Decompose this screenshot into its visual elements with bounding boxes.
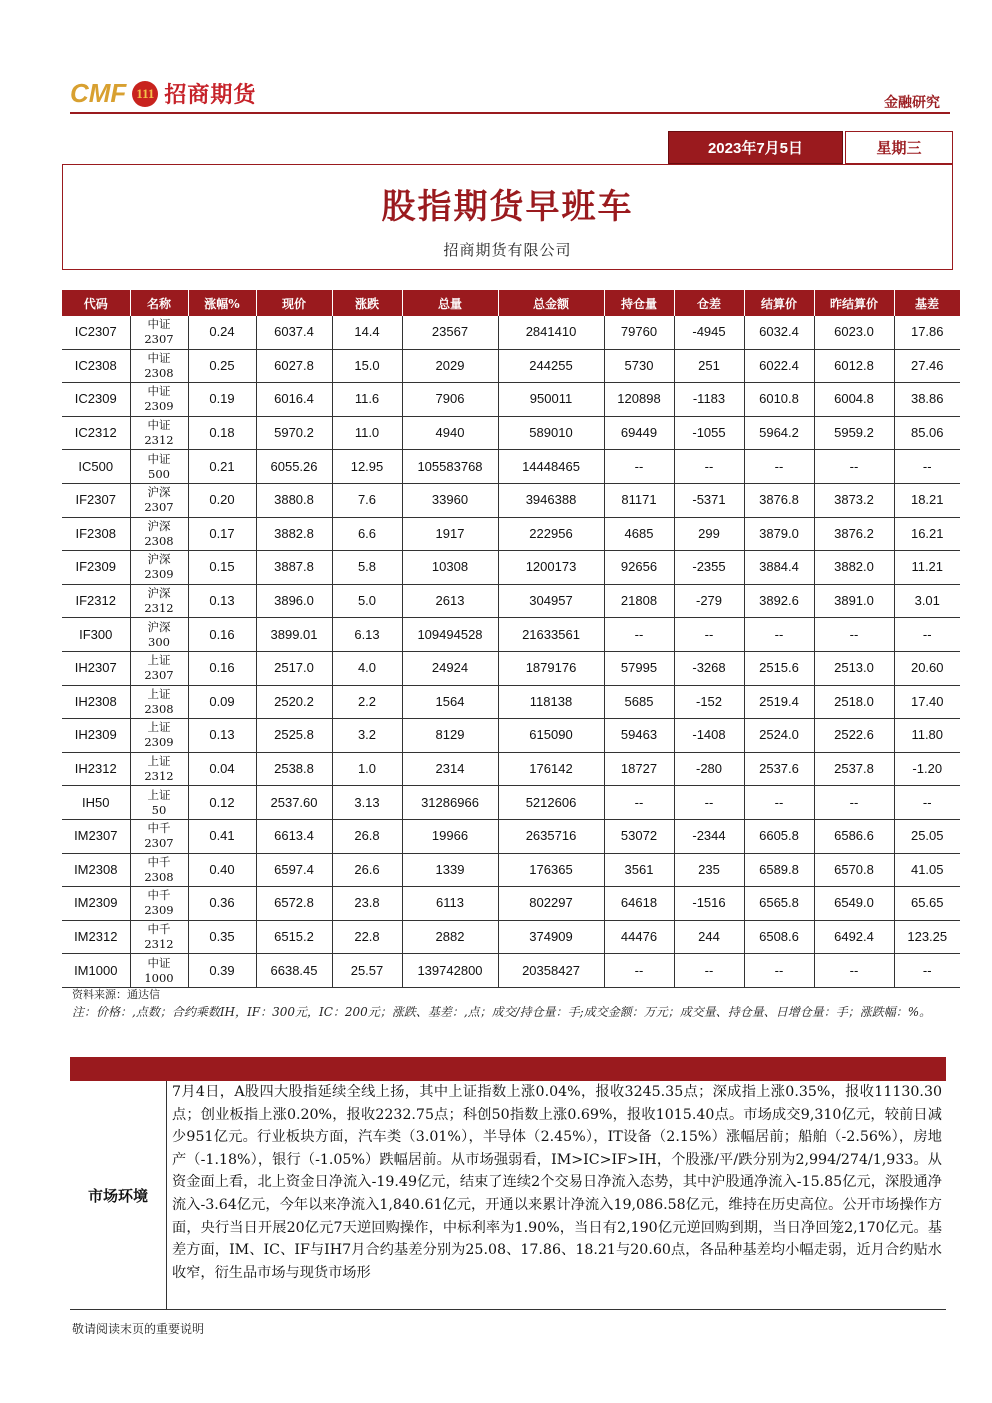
table-cell: 92656 (604, 551, 674, 585)
table-cell: 6508.6 (744, 920, 814, 954)
table-cell: 2517.0 (256, 651, 332, 685)
table-cell: 26.6 (332, 853, 402, 887)
table-cell: 24924 (402, 651, 498, 685)
table-cell: 2538.8 (256, 752, 332, 786)
contract-name-cell: 中证 2308 (130, 349, 188, 383)
table-cell: 59463 (604, 719, 674, 753)
table-cell: 2524.0 (744, 719, 814, 753)
table-row (62, 383, 960, 417)
table-cell: 0.15 (188, 551, 256, 585)
table-cell: 8129 (402, 719, 498, 753)
table-cell: 3880.8 (256, 483, 332, 517)
table-row (62, 349, 960, 383)
table-cell: 21808 (604, 584, 674, 618)
table-cell: IC2308 (62, 349, 130, 383)
table-cell: IF2312 (62, 584, 130, 618)
table-cell: 2537.60 (256, 786, 332, 820)
table-cell: 109494528 (402, 618, 498, 652)
table-row (62, 819, 960, 853)
table-cell: 3.13 (332, 786, 402, 820)
contract-name-cell: 上证 2307 (130, 651, 188, 685)
market-env-text: 7月4日，A股四大股指延续全线上扬，其中上证指数上涨0.04%，报收3245.35点；深成指上涨0.35%，报收11130.30点；创业板指上涨0.20%，报收2232.75点；科创50指数上涨0.69%，报收1015.40点。市场成交9,310亿元，较前日减少951亿元。行业板块方面，汽车类（3.01%），半导体（2.45%），IT设备（2.15%）涨幅居前；船舶（-2.56%），房地产（-1.18%），银行（-1.05%）跌幅居前。从市场强弱看，IM>IC>IF>IH，个股涨/平/跌分别为2,994/274/1,933。从资金面上看，北上资金日净流入-19.49亿元，结束了连续2个交易日净流入态势，其中沪股通净流入-15.85亿元，深股通净流入-3.64亿元，今年以来净流入1,840.61亿元，开通以来累计净流入19,086.58亿元，维持在历史高位。公开市场操作方面，央行当日开展20亿元7天逆回购操作，中标利率为1.90%，当日有2,190亿元逆回购到期，当日净回笼2,170亿元。基差方面，IM、IC、IF与IH7月合约基差分别为25.08、17.86、18.21与20.60点，各品种基差均小幅走弱，近月合约贴水收窄，衍生品市场与现货市场形 (172, 1084, 942, 1281)
table-cell: IM1000 (62, 954, 130, 988)
column-header: 代码 (62, 290, 130, 316)
contract-name-cell: 中证 2312 (130, 416, 188, 450)
column-header: 名称 (130, 290, 188, 316)
table-cell: 2520.2 (256, 685, 332, 719)
table-cell: IF2308 (62, 517, 130, 551)
table-cell: 7906 (402, 383, 498, 417)
table-cell: -152 (674, 685, 744, 719)
table-cell: 0.13 (188, 719, 256, 753)
table-row (62, 618, 960, 652)
contract-name-cell: 中千 2308 (130, 853, 188, 887)
table-cell: 3882.0 (814, 551, 894, 585)
table-cell: 5970.2 (256, 416, 332, 450)
table-cell: 3892.6 (744, 584, 814, 618)
table-cell: 27.46 (894, 349, 960, 383)
contract-name-cell: 中证 2309 (130, 383, 188, 417)
table-cell: 11.6 (332, 383, 402, 417)
column-header: 结算价 (744, 290, 814, 316)
table-cell: 4685 (604, 517, 674, 551)
table-cell: 1879176 (498, 651, 604, 685)
table-cell: 65.65 (894, 887, 960, 921)
table-cell: -- (674, 450, 744, 484)
table-cell: 6549.0 (814, 887, 894, 921)
table-row (62, 450, 960, 484)
table-cell: 139742800 (402, 954, 498, 988)
table-row (62, 786, 960, 820)
table-cell: 5730 (604, 349, 674, 383)
footer-disclaimer: 敬请阅读末页的重要说明 (72, 1322, 205, 1336)
table-cell: -- (894, 786, 960, 820)
table-cell: -5371 (674, 483, 744, 517)
table-cell: IF300 (62, 618, 130, 652)
table-cell: 57995 (604, 651, 674, 685)
table-cell: IH50 (62, 786, 130, 820)
table-row (62, 651, 960, 685)
table-cell: 6010.8 (744, 383, 814, 417)
table-cell: 79760 (604, 316, 674, 349)
data-source: 资料来源：通达信 (72, 988, 160, 1001)
table-cell: 3876.2 (814, 517, 894, 551)
column-header: 持仓量 (604, 290, 674, 316)
table-cell: 2613 (402, 584, 498, 618)
table-cell: 25.57 (332, 954, 402, 988)
table-cell: 22.8 (332, 920, 402, 954)
contract-name-cell: 上证 50 (130, 786, 188, 820)
table-cell: 6016.4 (256, 383, 332, 417)
table-cell: -- (674, 786, 744, 820)
table-cell: IF2307 (62, 483, 130, 517)
table-cell: 6589.8 (744, 853, 814, 887)
column-header: 昨结算价 (814, 290, 894, 316)
contract-name-cell: 沪深 2308 (130, 517, 188, 551)
table-cell: 0.20 (188, 483, 256, 517)
table-cell: IC2312 (62, 416, 130, 450)
table-row (62, 920, 960, 954)
table-cell: IH2309 (62, 719, 130, 753)
table-cell: 18727 (604, 752, 674, 786)
table-cell: 69449 (604, 416, 674, 450)
table-cell: 5685 (604, 685, 674, 719)
table-cell: -- (894, 450, 960, 484)
table-cell: -- (814, 450, 894, 484)
table-cell: 85.06 (894, 416, 960, 450)
table-cell: 2513.0 (814, 651, 894, 685)
table-row (62, 551, 960, 585)
table-cell: 25.05 (894, 819, 960, 853)
table-cell: IM2312 (62, 920, 130, 954)
contract-name-cell: 中证 2307 (130, 316, 188, 349)
contract-name-cell: 沪深 2309 (130, 551, 188, 585)
table-cell: 589010 (498, 416, 604, 450)
table-cell: 0.13 (188, 584, 256, 618)
table-cell: 3887.8 (256, 551, 332, 585)
table-cell: -- (604, 450, 674, 484)
contract-name-cell: 沪深 300 (130, 618, 188, 652)
table-cell: 0.09 (188, 685, 256, 719)
table-cell: 0.40 (188, 853, 256, 887)
logo-company-name: 招商期货 (164, 82, 257, 108)
table-cell: 17.86 (894, 316, 960, 349)
logo-mark-icon: 111 (132, 81, 158, 107)
table-cell: 6027.8 (256, 349, 332, 383)
table-cell: 38.86 (894, 383, 960, 417)
table-row (62, 483, 960, 517)
table-cell: IH2312 (62, 752, 130, 786)
report-publisher: 招商期货有限公司 (443, 241, 572, 259)
table-header-row (62, 290, 960, 316)
table-cell: IM2307 (62, 819, 130, 853)
table-cell: 0.19 (188, 383, 256, 417)
table-cell: 16.21 (894, 517, 960, 551)
table-cell: 19966 (402, 819, 498, 853)
table-cell: -- (744, 450, 814, 484)
column-header: 现价 (256, 290, 332, 316)
contract-name-cell: 中证 1000 (130, 954, 188, 988)
table-cell: 244255 (498, 349, 604, 383)
contract-name-cell: 上证 2312 (130, 752, 188, 786)
table-cell: 1.0 (332, 752, 402, 786)
column-header: 涨幅% (188, 290, 256, 316)
table-cell: 4940 (402, 416, 498, 450)
table-cell: 3882.8 (256, 517, 332, 551)
contract-name-cell: 中千 2312 (130, 920, 188, 954)
table-cell: -- (604, 954, 674, 988)
table-cell: -1183 (674, 383, 744, 417)
table-cell: 17.40 (894, 685, 960, 719)
market-env-label: 市场环境 (70, 1081, 167, 1309)
table-cell: -1516 (674, 887, 744, 921)
table-cell: 176365 (498, 853, 604, 887)
table-cell: -- (814, 618, 894, 652)
table-cell: 3946388 (498, 483, 604, 517)
table-cell: 20358427 (498, 954, 604, 988)
table-row (62, 853, 960, 887)
table-cell: 6.6 (332, 517, 402, 551)
table-cell: 6032.4 (744, 316, 814, 349)
contract-name-cell: 上证 2309 (130, 719, 188, 753)
department-label: 金融研究 (884, 95, 940, 111)
table-cell: 6.13 (332, 618, 402, 652)
table-cell: -1.20 (894, 752, 960, 786)
table-cell: 3879.0 (744, 517, 814, 551)
table-cell: -- (814, 954, 894, 988)
table-row (62, 517, 960, 551)
table-cell: 6605.8 (744, 819, 814, 853)
column-header: 仓差 (674, 290, 744, 316)
table-cell: -2344 (674, 819, 744, 853)
contract-name-cell: 沪深 2312 (130, 584, 188, 618)
table-cell: 802297 (498, 887, 604, 921)
table-cell: 11.80 (894, 719, 960, 753)
table-cell: 6004.8 (814, 383, 894, 417)
report-weekday: 星期三 (845, 131, 953, 164)
table-cell: 0.35 (188, 920, 256, 954)
table-cell: 251 (674, 349, 744, 383)
table-cell: 123.25 (894, 920, 960, 954)
table-cell: 2.2 (332, 685, 402, 719)
table-cell: IM2308 (62, 853, 130, 887)
table-cell: 2522.6 (814, 719, 894, 753)
table-cell: 44476 (604, 920, 674, 954)
table-cell: 1339 (402, 853, 498, 887)
table-cell: IC500 (62, 450, 130, 484)
table-row (62, 416, 960, 450)
table-cell: 118138 (498, 685, 604, 719)
logo-cmf-text: CMF (70, 78, 127, 108)
table-cell: 2635716 (498, 819, 604, 853)
table-cell: 0.04 (188, 752, 256, 786)
table-cell: 53072 (604, 819, 674, 853)
table-cell: 5964.2 (744, 416, 814, 450)
table-cell: -- (744, 954, 814, 988)
table-cell: -4945 (674, 316, 744, 349)
column-header: 基差 (894, 290, 960, 316)
table-cell: 10308 (402, 551, 498, 585)
table-cell: 3891.0 (814, 584, 894, 618)
table-cell: 304957 (498, 584, 604, 618)
table-cell: 176142 (498, 752, 604, 786)
table-cell: 18.21 (894, 483, 960, 517)
title-panel (62, 164, 953, 270)
table-row (62, 719, 960, 753)
table-cell: 0.18 (188, 416, 256, 450)
table-cell: 5212606 (498, 786, 604, 820)
table-cell: 12.95 (332, 450, 402, 484)
table-cell: 1564 (402, 685, 498, 719)
section-rule (70, 1309, 946, 1310)
table-cell: IH2308 (62, 685, 130, 719)
table-cell: -1055 (674, 416, 744, 450)
table-cell: 11.21 (894, 551, 960, 585)
table-cell: 6022.4 (744, 349, 814, 383)
table-cell: 7.6 (332, 483, 402, 517)
table-cell: 235 (674, 853, 744, 887)
table-cell: 2029 (402, 349, 498, 383)
table-cell: -- (744, 618, 814, 652)
table-cell: 374909 (498, 920, 604, 954)
table-cell: -- (894, 618, 960, 652)
report-date: 2023年7月5日 (668, 131, 843, 164)
table-cell: -3268 (674, 651, 744, 685)
column-header: 总金额 (498, 290, 604, 316)
table-cell: -279 (674, 584, 744, 618)
table-cell: 3899.01 (256, 618, 332, 652)
section-bar (70, 1057, 946, 1081)
table-cell: 23.8 (332, 887, 402, 921)
table-cell: 0.17 (188, 517, 256, 551)
company-logo (70, 78, 256, 109)
contract-name-cell: 上证 2308 (130, 685, 188, 719)
table-cell: -2355 (674, 551, 744, 585)
table-cell: 299 (674, 517, 744, 551)
table-cell: 2882 (402, 920, 498, 954)
table-cell: -1408 (674, 719, 744, 753)
table-cell: 3876.8 (744, 483, 814, 517)
table-cell: IH2307 (62, 651, 130, 685)
table-cell: 4.0 (332, 651, 402, 685)
table-cell: 20.60 (894, 651, 960, 685)
table-cell: 2518.0 (814, 685, 894, 719)
table-cell: 0.39 (188, 954, 256, 988)
table-cell: 0.24 (188, 316, 256, 349)
table-cell: 105583768 (402, 450, 498, 484)
table-cell: 244 (674, 920, 744, 954)
column-header: 总量 (402, 290, 498, 316)
table-cell: 6012.8 (814, 349, 894, 383)
table-cell: 6113 (402, 887, 498, 921)
table-cell: 5.8 (332, 551, 402, 585)
table-cell: 950011 (498, 383, 604, 417)
table-cell: 2519.4 (744, 685, 814, 719)
table-cell: 3.01 (894, 584, 960, 618)
table-cell: 0.12 (188, 786, 256, 820)
table-cell: 615090 (498, 719, 604, 753)
table-cell: 2314 (402, 752, 498, 786)
table-cell: 2841410 (498, 316, 604, 349)
table-cell: 6565.8 (744, 887, 814, 921)
table-cell: 120898 (604, 383, 674, 417)
table-cell: 6023.0 (814, 316, 894, 349)
contract-name-cell: 中千 2307 (130, 819, 188, 853)
contract-name-cell: 沪深 2307 (130, 483, 188, 517)
table-cell: 6572.8 (256, 887, 332, 921)
table-row (62, 685, 960, 719)
table-cell: 3561 (604, 853, 674, 887)
table-cell: 0.41 (188, 819, 256, 853)
table-cell: 222956 (498, 517, 604, 551)
table-row (62, 954, 960, 988)
table-row (62, 316, 960, 349)
report-title: 股指期货早班车 (381, 187, 634, 227)
table-cell: 0.21 (188, 450, 256, 484)
table-cell: 2537.8 (814, 752, 894, 786)
table-cell: 0.16 (188, 651, 256, 685)
table-cell: 21633561 (498, 618, 604, 652)
table-cell: 6037.4 (256, 316, 332, 349)
table-body (62, 316, 960, 987)
table-cell: 3873.2 (814, 483, 894, 517)
table-cell: 2525.8 (256, 719, 332, 753)
table-cell: 23567 (402, 316, 498, 349)
table-cell: 6515.2 (256, 920, 332, 954)
table-cell: 6613.4 (256, 819, 332, 853)
table-cell: 3884.4 (744, 551, 814, 585)
table-cell: 5.0 (332, 584, 402, 618)
table-cell: 2537.6 (744, 752, 814, 786)
table-cell: 6570.8 (814, 853, 894, 887)
table-cell: 11.0 (332, 416, 402, 450)
table-cell: 0.36 (188, 887, 256, 921)
table-cell: 26.8 (332, 819, 402, 853)
contract-name-cell: 中证 500 (130, 450, 188, 484)
table-cell: 31286966 (402, 786, 498, 820)
table-cell: 64618 (604, 887, 674, 921)
table-cell: 0.25 (188, 349, 256, 383)
table-cell: 33960 (402, 483, 498, 517)
table-cell: 5959.2 (814, 416, 894, 450)
table-cell: 1200173 (498, 551, 604, 585)
table-row (62, 887, 960, 921)
table-cell: -- (604, 618, 674, 652)
table-cell: 2515.6 (744, 651, 814, 685)
table-row (62, 752, 960, 786)
header-rule (70, 112, 950, 114)
table-cell: -- (894, 954, 960, 988)
table-note: 注：价格：,点数；合约乘数IH，IF：300元，IC：200元；涨跌、基差：,点；成交/持仓量：手;成交金额：万元；成交量、持仓量、日增仓量：手；涨跌幅：%。 (72, 1005, 932, 1019)
table-cell: 6586.6 (814, 819, 894, 853)
table-cell: IC2309 (62, 383, 130, 417)
table-cell: IM2309 (62, 887, 130, 921)
table-cell: 14.4 (332, 316, 402, 349)
table-cell: -- (604, 786, 674, 820)
table-cell: 3.2 (332, 719, 402, 753)
table-cell: -- (674, 618, 744, 652)
table-cell: IF2309 (62, 551, 130, 585)
contract-name-cell: 中千 2309 (130, 887, 188, 921)
table-cell: 6055.26 (256, 450, 332, 484)
table-cell: -- (744, 786, 814, 820)
table-cell: IC2307 (62, 316, 130, 349)
futures-quote-table (62, 290, 961, 988)
table-cell: 3896.0 (256, 584, 332, 618)
table-cell: 14448465 (498, 450, 604, 484)
table-cell: 6638.45 (256, 954, 332, 988)
table-cell: 1917 (402, 517, 498, 551)
table-cell: 0.16 (188, 618, 256, 652)
table-cell: -- (674, 954, 744, 988)
table-cell: 81171 (604, 483, 674, 517)
table-row (62, 584, 960, 618)
table-cell: -- (814, 786, 894, 820)
column-header: 涨跌 (332, 290, 402, 316)
table-cell: 41.05 (894, 853, 960, 887)
table-cell: -280 (674, 752, 744, 786)
table-cell: 6492.4 (814, 920, 894, 954)
table-cell: 6597.4 (256, 853, 332, 887)
table-cell: 15.0 (332, 349, 402, 383)
